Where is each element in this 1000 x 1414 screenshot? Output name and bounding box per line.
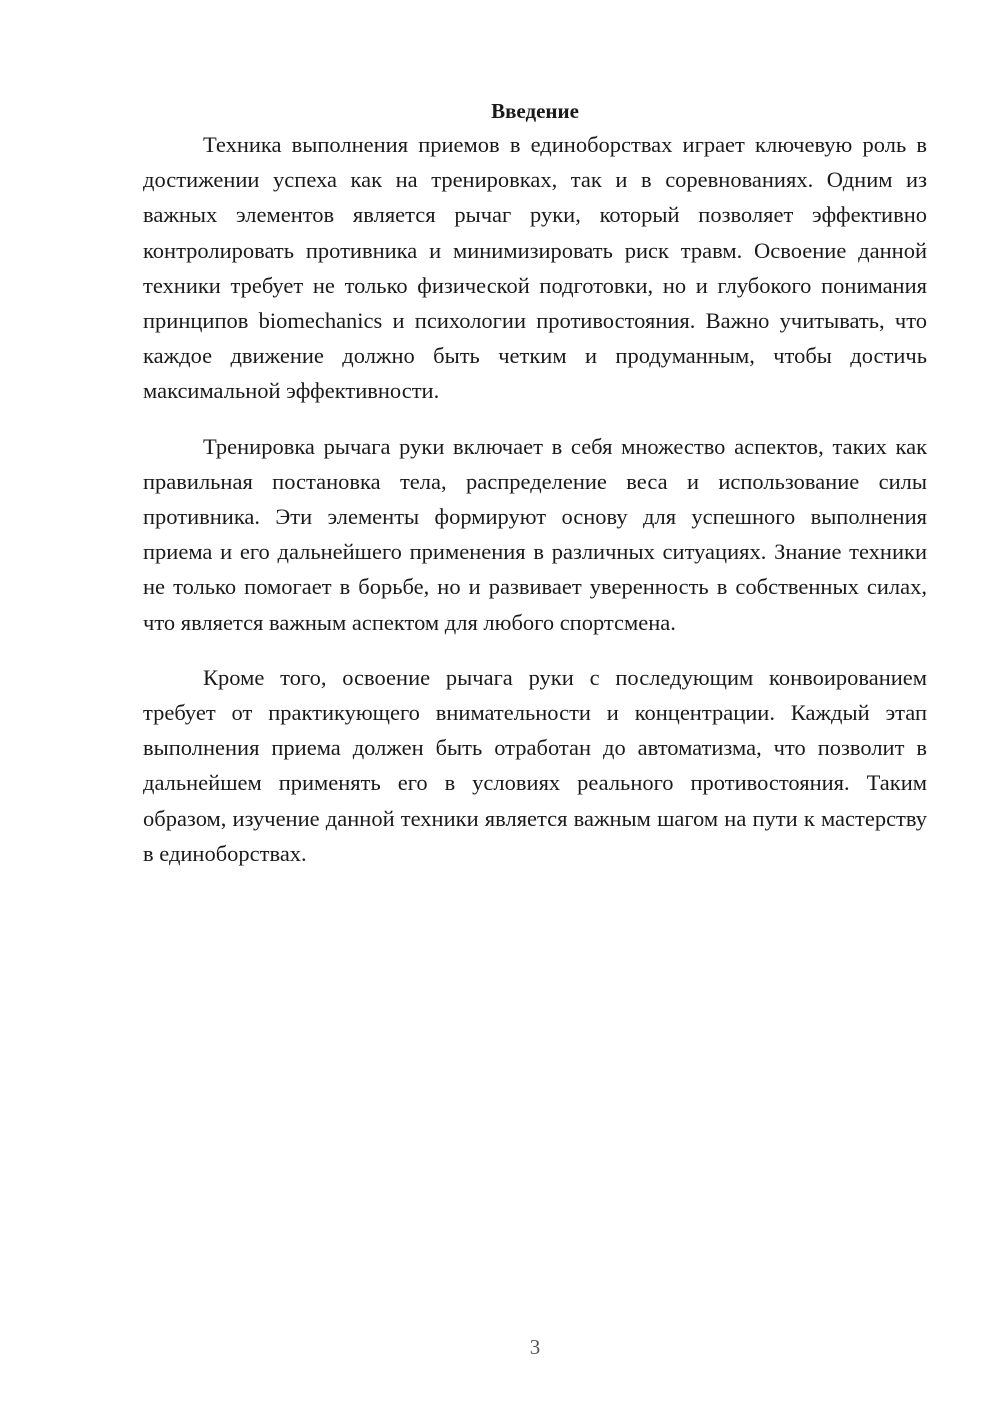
page-content <box>143 95 927 871</box>
paragraph-2: Тренировка рычага руки включает в себя множество аспектов, таких как правильная постановка тела, распределение веса и использование силы противника. Эти элементы формируют основу для успешного выполнения приема и его дальнейшего применения в различных ситуациях. Знание техники не только помогает в борьбе, но и развивает уверенность в собственных силах, что является важным аспектом для любого спортсмена. <box>143 433 927 635</box>
section-heading: Введение <box>491 99 579 123</box>
paragraph-1: Техника выполнения приемов в единоборствах играет ключевую роль в достижении успеха как на тренировках, так и в соревнованиях. Одним из важных элементов является рычаг руки, который позволяет эффективно контролировать противника и минимизировать риск травм. Освоение данной техники требует не только физической подготовки, но и глубокого понимания принципов biomechanics и психологии противостояния. Важно учитывать, что каждое движение должно быть четким и продуманным, чтобы достичь максимальной эффективности. <box>143 132 927 404</box>
page-number: 3 <box>529 1335 541 1359</box>
paragraph-3: Кроме того, освоение рычага руки с последующим конвоированием требует от практикующего внимательности и концентрации. Каждый этап выполнения приема должен быть отработан до автоматизма, что позволит в дальнейшем применять его в условиях реального противостояния. Таким образом, изучение данной техники является важным шагом на пути к мастерству в единоборствах. <box>143 664 927 866</box>
